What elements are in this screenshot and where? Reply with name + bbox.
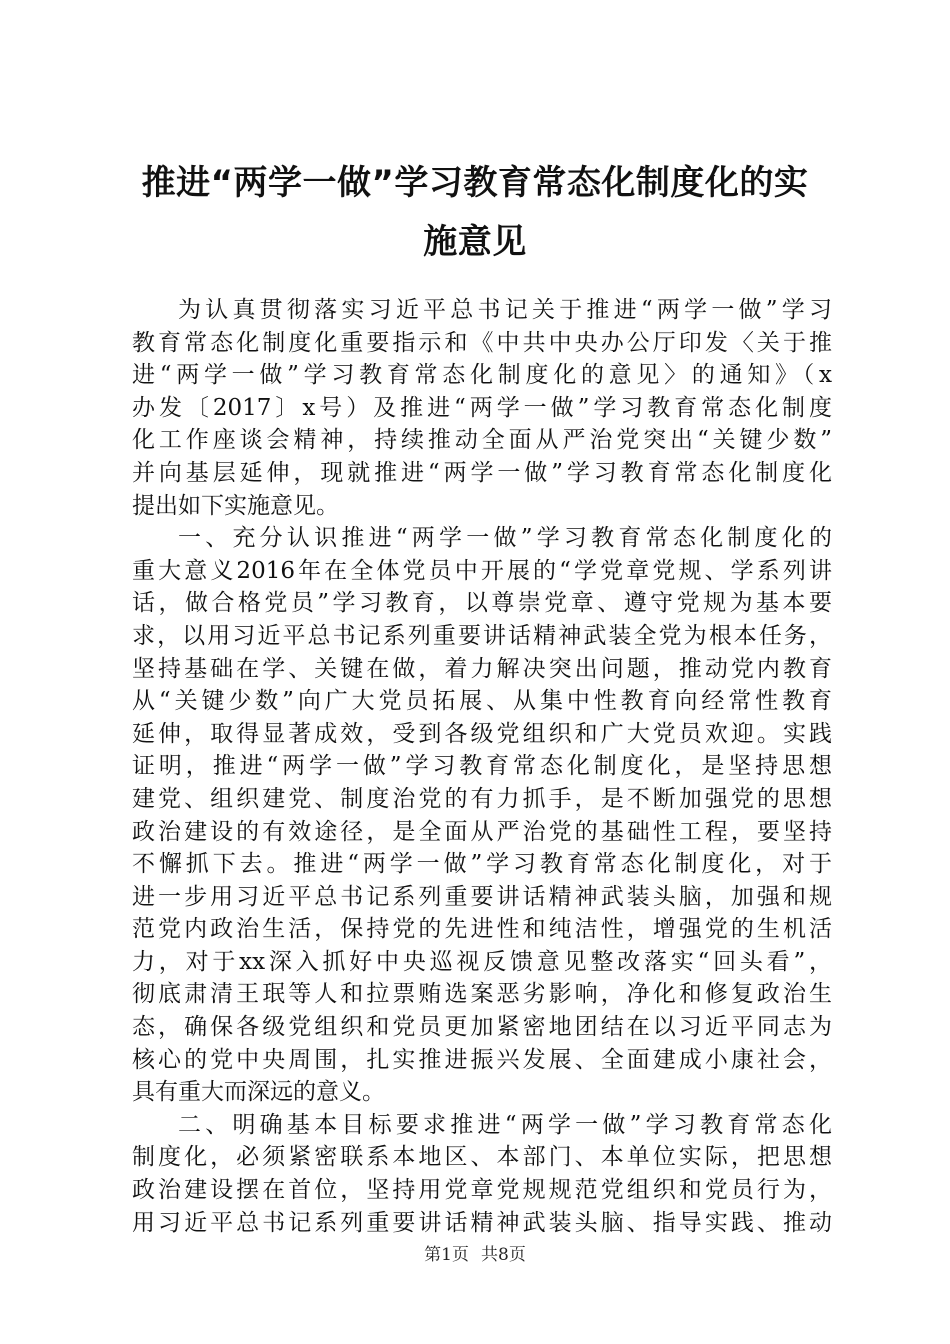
body-line: 话，做合格党员”学习教育，以尊崇党章、遵守党规为基本要 [132, 590, 832, 617]
body-line: 证明，推进“两学一做”学习教育常态化制度化，是坚持思想 [132, 753, 832, 780]
body-line: 彻底肃清王珉等人和拉票贿选案恶劣影响，净化和修复政治生 [132, 981, 832, 1008]
body-line: 政治建设的有效途径，是全面从严治党的基础性工程，要坚持 [132, 818, 832, 845]
body-line: 政治建设摆在首位，坚持用党章党规规范党组织和党员行为， [132, 1177, 832, 1204]
body-line: 延伸，取得显著成效，受到各级党组织和广大党员欢迎。实践 [132, 720, 832, 747]
page-total: 共8页 [481, 1245, 526, 1265]
body-line: 具有重大而深远的意义。 [132, 1079, 385, 1106]
page-footer [0, 1244, 950, 1266]
body-line: 坚持基础在学、关键在做，着力解决突出问题，推动党内教育 [132, 655, 832, 682]
page-number: 第1页 [424, 1245, 469, 1265]
body-line: 范党内政治生活，保持党的先进性和纯洁性，增强党的生机活 [132, 916, 832, 943]
body-line: 并向基层延伸，现就推进“两学一做”学习教育常态化制度化 [132, 459, 832, 486]
body-line: 进“两学一做”学习教育常态化制度化的意见〉的通知》（x [132, 362, 832, 389]
body-line: 用习近平总书记系列重要讲话精神武装头脑、指导实践、推动 [132, 1209, 832, 1236]
document-body [132, 294, 832, 1239]
body-line: 制度化，必须紧密联系本地区、本部门、本单位实际，把思想 [132, 1144, 832, 1171]
body-line: 教育常态化制度化重要指示和《中共中央办公厅印发〈关于推 [132, 329, 832, 356]
body-line: 重大意义2016年在全体党员中开展的“学党章党规、学系列讲 [132, 557, 832, 584]
body-line: 一、充分认识推进“两学一做”学习教育常态化制度化的 [178, 525, 832, 552]
body-line: 进一步用习近平总书记系列重要讲话精神武装头脑，加强和规 [132, 883, 832, 910]
body-line: 核心的党中央周围，扎实推进振兴发展、全面建成小康社会， [132, 1046, 832, 1073]
body-line: 二、明确基本目标要求推进“两学一做”学习教育常态化 [178, 1111, 832, 1138]
body-line: 为认真贯彻落实习近平总书记关于推进“两学一做”学习 [178, 297, 832, 323]
body-line: 力，对于xx深入抓好中央巡视反馈意见整改落实“回头看”， [132, 948, 832, 975]
body-line: 建党、组织建党、制度治党的有力抓手，是不断加强党的思想 [132, 785, 832, 812]
body-line: 态，确保各级党组织和党员更加紧密地团结在以习近平同志为 [132, 1014, 832, 1041]
body-line: 不懈抓下去。推进“两学一做”学习教育常态化制度化，对于 [132, 851, 832, 878]
document-title-line-1: 推进“两学一做”学习教育常态化制度化的实 [141, 163, 809, 203]
document-title-line-2: 施意见 [423, 222, 527, 262]
body-line: 从“关键少数”向广大党员拓展、从集中性教育向经常性教育 [132, 688, 832, 715]
body-line: 求，以用习近平总书记系列重要讲话精神武装全党为根本任务， [132, 622, 832, 649]
body-line: 提出如下实施意见。 [132, 492, 339, 519]
body-line: 化工作座谈会精神，持续推动全面从严治党突出“关键少数” [132, 427, 832, 454]
body-line: 办发〔2017〕x号）及推进“两学一做”学习教育常态化制度 [132, 394, 832, 421]
